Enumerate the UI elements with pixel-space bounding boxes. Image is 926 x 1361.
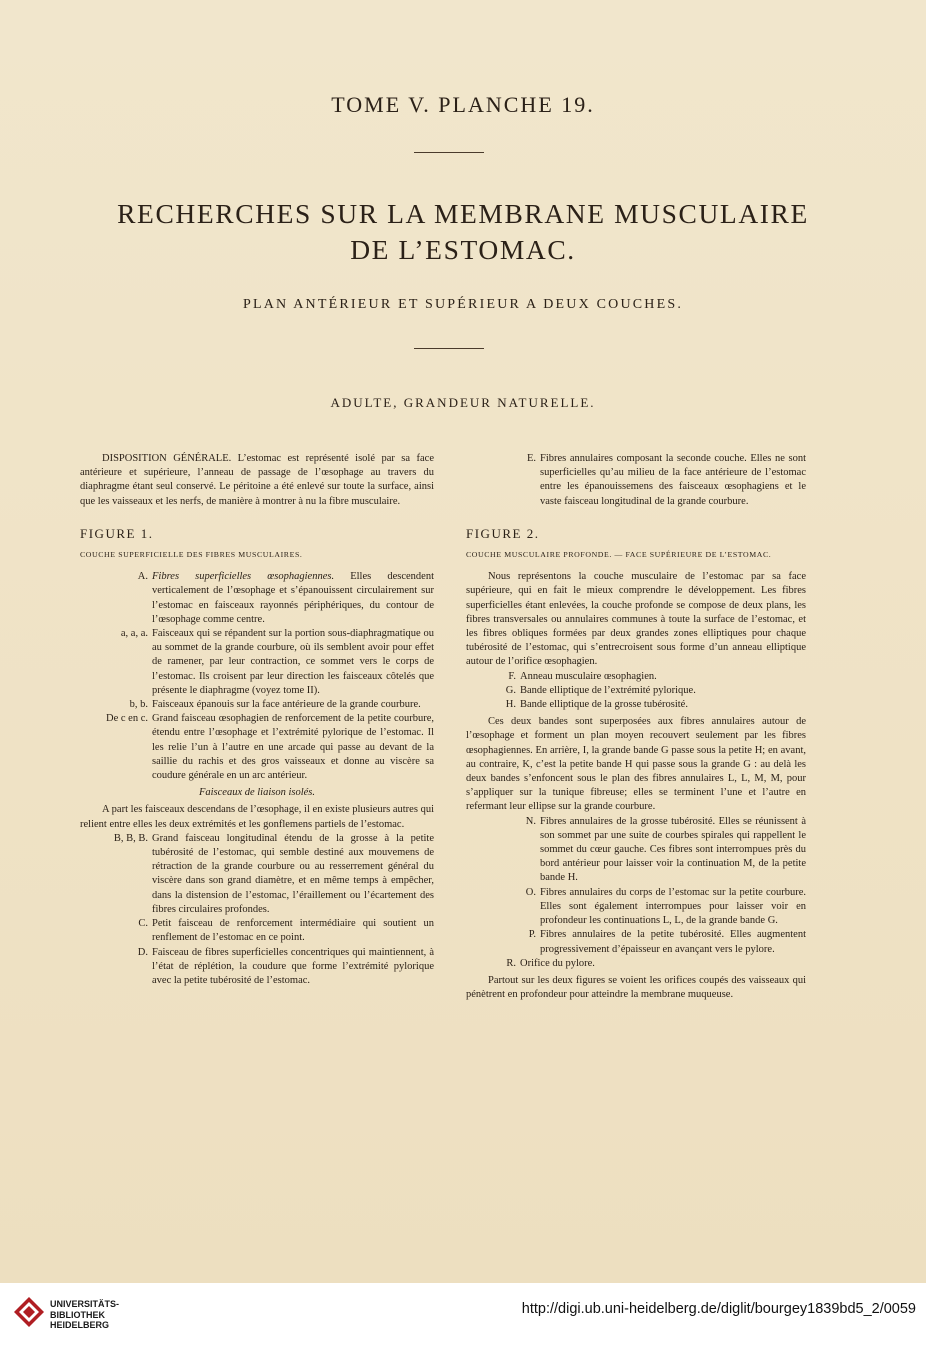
figure-2-title: FIGURE 2.: [466, 525, 540, 541]
legend-key: a, a, a.: [120, 628, 148, 640]
title-line-2: DE L’ESTOMAC.: [350, 234, 576, 265]
legend-text: Petit faisceau de renforcement intermédiaire qui soutient un renflement de l’estomac en ce point.: [152, 918, 434, 944]
legend-item-R: [466, 957, 806, 971]
legend-key: D.: [137, 946, 148, 958]
legend-italic: Fibres superficielles œsophagiennes.: [152, 571, 335, 583]
legend-body: Elles descendent verticalement de l’œsophage et s’épanouissent circulairement sur l’estomac en faisceaux rayonnés périphériques, du contour de l’œsophage comme centre.: [152, 571, 434, 625]
divider-middle: [414, 348, 484, 349]
legend-key: F.: [508, 670, 516, 682]
figure-2-paragraph-2: Ces deux bandes sont superposées aux fibres annulaires autour de l’œsophage et forment un plan moyen recouvert seulement par les fibres œsophagiennes. En arrière, I, la grande bande G passe sous la petite H; en avant, au contraire, K, c’est la petite bande H qui passe sous la grande G : au delà les deux bandes s’enfoncent sous le plan des fibres annulaires L, L, M, M, pour s’appliquer sur la tunique fibreuse; elles se terminent l’une et l’autre en refermant leur ellipse sur la grande courbure.: [466, 716, 806, 813]
legend-item-O: [466, 886, 806, 929]
right-column: [466, 452, 806, 1002]
legend-item-P: [466, 928, 806, 956]
legend-text: Fibres annulaires composant la seconde couche. Elles ne sont superficielles qu’au milieu de la face antérieure de l’estomac entre les épanouissemens des faisceaux œsophagiens et le vaste faisceau longitudinal de la grande courbure.: [540, 453, 806, 507]
legend-key: De c en c.: [106, 713, 148, 725]
legend-text: Fibres annulaires de la petite tubérosité. Elles augmentent progressivement d’épaisseur en avançant vers le pylore.: [540, 929, 806, 955]
legend-key: P.: [528, 929, 536, 941]
legend-item-G: [466, 684, 806, 698]
legend-item-b: [80, 698, 434, 712]
source-url[interactable]: http://digi.ub.uni-heidelberg.de/diglit/bourgey1839bd5_2/0059: [521, 1301, 916, 1317]
intro-text: L’estomac est représenté isolé par sa face antérieure et supérieure, l’anneau de passage de l’œsophage au travers du diaphragme étant seul conservé. Le péritoine a été enlevé sur toute la surface, ainsi que les vaisseaux et les nerfs, de manière à montrer à nu la fibre musculaire.: [80, 453, 434, 507]
figure-2-subtitle: COUCHE MUSCULAIRE PROFONDE. — FACE SUPÉRIEURE DE L’ESTOMAC.: [466, 550, 772, 560]
legend-text: Bande elliptique de la grosse tubérosité.: [520, 699, 688, 711]
scale-note: ADULTE, GRANDEUR NATURELLE.: [330, 395, 596, 410]
figure-1-title: FIGURE 1.: [80, 525, 154, 541]
legend-text: Orifice du pylore.: [520, 957, 595, 969]
legend-item-N: [466, 815, 806, 886]
legend-item-B: [80, 832, 434, 917]
legend-key: B, B, B.: [113, 832, 148, 844]
footer-bar: [0, 1283, 926, 1361]
page-subtitle: PLAN ANTÉRIEUR ET SUPÉRIEUR A DEUX COUCHES.: [242, 297, 684, 312]
tome-heading: TOME V. PLANCHE 19.: [331, 92, 595, 117]
legend-text: Grand faisceau longitudinal étendu de la grosse à la petite tubérosité de l’estomac, qui semble destiné aux mouvemens de rétraction de la grande courbure ou au resserrement général du viscère dans son grand diamètre, et en même temps à empêcher, dans la distension de l’estomac, l’éraillement ou l’écartement des fibres circulaires profondes.: [152, 832, 434, 915]
isolated-bundles-heading: Faisceaux de liaison isolés.: [198, 787, 316, 799]
isolated-bundles-paragraph: A part les faisceaux descendans de l’œsophage, il en existe plusieurs autres qui relient entre elles les deux extrémités et les gonflemens partiels de l’estomac.: [80, 804, 434, 830]
title-line-1: RECHERCHES SUR LA MEMBRANE MUSCULAIRE: [117, 198, 809, 229]
intro-lead: DISPOSITION GÉNÉRALE.: [102, 453, 232, 464]
legend-text: Faisceau de fibres superficielles concentriques qui maintiennent, à l’état de réplétion, la coudure que forme l’extrémité pylorique avec la petite tubérosité de l’estomac.: [152, 946, 434, 986]
legend-text: Bande elliptique de l’extrémité pylorique.: [520, 684, 696, 696]
legend-item-A: [80, 570, 434, 627]
library-name: UNIVERSITÄTS- BIBLIOTHEK HEIDELBERG: [50, 1299, 120, 1330]
divider-top: [414, 152, 484, 153]
left-column: [80, 452, 434, 988]
legend-item-D: [80, 946, 434, 989]
legend-key: R.: [506, 957, 516, 969]
legend-item-E: [466, 452, 806, 509]
figure-1-subtitle: COUCHE SUPERFICIELLE DES FIBRES MUSCULAIRES.: [80, 550, 303, 560]
university-logo-icon: [12, 1295, 46, 1329]
legend-key: b, b.: [129, 699, 148, 711]
legend-item-c: [80, 712, 434, 783]
legend-text: Anneau musculaire œsophagien.: [520, 670, 657, 682]
legend-item-F: [466, 670, 806, 684]
legend-text: Grand faisceau œsophagien de renforcement de la petite courbure, étendu entre l’œsophage et l’extrémité pylorique de l’estomac. Il les relie l’un à l’autre en une arcade qui passe au devant de la saillie du rachis et des gros vaisseaux et donne au viscère sa coudure générale en un arc antérieur.: [152, 713, 434, 782]
figure-2-paragraph-1: Nous représentons la couche musculaire de l’estomac par sa face supérieure, qui en fait le mieux comprendre le développement. Les fibres superficielles étant enlevées, la couche profonde se compose de deux plans, les fibres transversales ou annulaires communes à toute la surface de l’estomac, et les fibres obliques formées par deux grandes zones elliptiques pour chaque tubérosité de l’estomac, qui s’entrecroisent sous forme d’un anneau elliptique autour de l’orifice œsophagien.: [466, 571, 806, 668]
figure-2-paragraph-3: Partout sur les deux figures se voient les orifices coupés des vaisseaux qui pénètrent en profondeur pour atteindre la membrane muqueuse.: [466, 974, 806, 1001]
intro-paragraph: [80, 452, 434, 509]
legend-key: N.: [525, 815, 536, 827]
legend-text: [152, 570, 434, 627]
legend-key: C.: [138, 918, 148, 930]
legend-key: E.: [526, 453, 536, 464]
legend-item-a: [80, 627, 434, 698]
legend-key: G.: [505, 684, 516, 696]
legend-text: Fibres annulaires de la grosse tubérosité. Elles se réunissent à son sommet par une suite de courbes spirales qui rappellent le sommet du cœur gauche. Ces fibres sont interrompues près du bord antérieur pour laisser voir la continuation M, de la petite bande H.: [540, 815, 806, 884]
legend-key: O.: [525, 886, 536, 898]
page-title: [0, 196, 926, 268]
legend-text: Faisceaux épanouis sur la face antérieure de la grande courbure.: [152, 699, 421, 711]
legend-text: Faisceaux qui se répandent sur la portion sous-diaphragmatique ou au sommet de la grande courbure, où ils semblent avoir pour effet de ramener, par leur contraction, ce sommet vers le corps de l’estomac. Ils croisent par leur direction les faisceaux côtelés que présente le diaphragme (voyez tome II).: [152, 628, 434, 696]
legend-key: A.: [137, 571, 148, 583]
legend-item-H: [466, 698, 806, 712]
legend-text: Fibres annulaires du corps de l’estomac sur la petite courbure. Elles sont également interrompues pour laisser voir en profondeur les continuations L, L, de la grande bande G.: [540, 886, 806, 927]
legend-item-C: [80, 917, 434, 945]
legend-key: H.: [505, 699, 516, 711]
